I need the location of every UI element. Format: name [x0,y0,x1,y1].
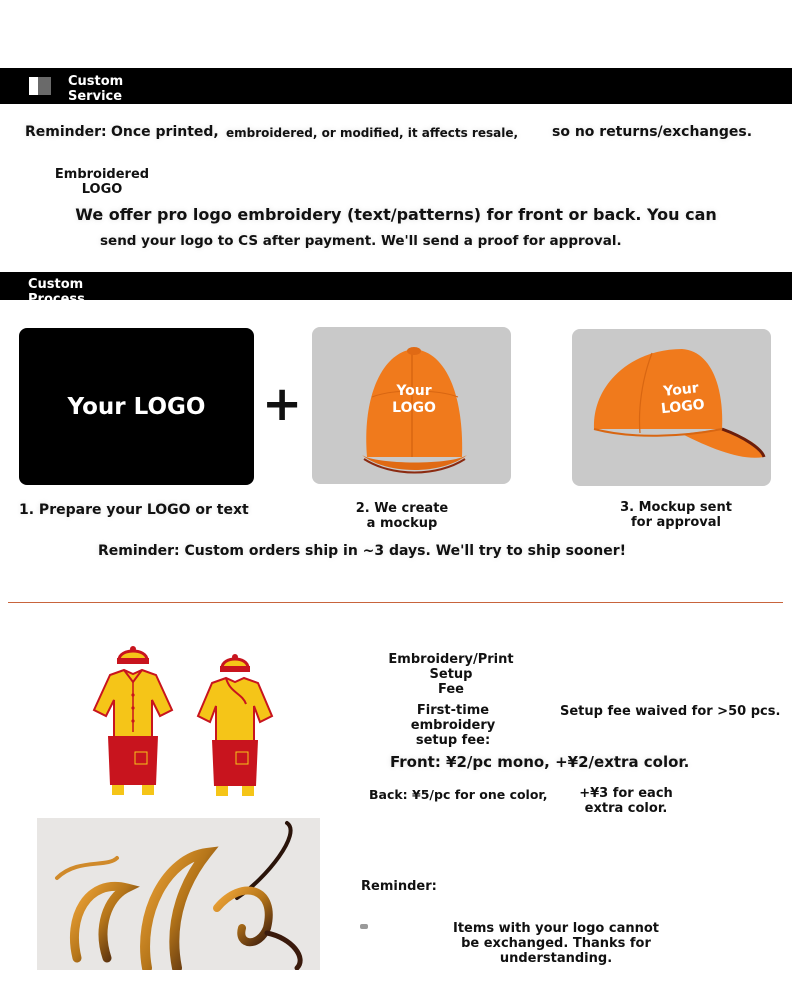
cap-mockup-side-image [572,329,771,486]
final-reminder-label: Reminder: [361,879,437,894]
step2-caption: 2. We create a mockup [355,501,449,531]
embroidered-logo-heading: Embroidered LOGO [54,167,150,197]
uniform-side-illustration [190,648,280,800]
first-time-fee-label: First-time embroidery setup fee: [410,703,496,748]
custom-process-header [0,272,792,307]
reminder-part3: so no returns/exchanges. [552,124,753,140]
bullet-icon [360,924,368,929]
step3-caption: 3. Mockup sent for approval [620,500,732,530]
fee-waived-note: Setup fee waived for >50 pcs. [560,704,781,719]
embroidery-closeup-image [37,818,320,970]
uniform-front-illustration [88,640,178,800]
reminder-part1: Once printed, [111,124,219,140]
reminder-part2: embroidered, or modified, it affects resale, [226,126,519,140]
custom-service-header [0,68,792,104]
embroidery-pattern [37,818,320,970]
document-icon [29,77,51,95]
reminder-prefix: Reminder: [25,124,107,140]
cap-side-logo-text: Your LOGO [660,380,706,418]
embroidery-description-line2: send your logo to CS after payment. We'll send a proof for approval. [100,233,622,249]
back-fee: Back: ¥5/pc for one color, [369,787,548,802]
step1-caption: 1. Prepare your LOGO or text [19,502,249,518]
your-logo-box [19,328,254,485]
front-fee: Front: ¥2/pc mono, +¥2/extra color. [390,753,690,771]
shipping-reminder: Reminder: Custom orders ship in ~3 days. We'll try to ship sooner! [98,543,626,559]
embroidery-description-line1: We offer pro logo embroidery (text/patterns) for front or back. You can [75,205,717,224]
exchange-policy-note: Items with your logo cannot be exchanged. Thanks for understanding. [452,921,660,966]
cap-front-logo-text: Your LOGO [392,383,436,416]
cap-mockup-front-image [312,327,511,484]
plus-icon: + [262,376,303,432]
section-divider [8,602,783,603]
extra-color-fee: +¥3 for each extra color. [579,786,673,816]
your-logo-text: Your LOGO [67,393,206,420]
custom-service-label: Custom Service [68,74,124,104]
custom-process-label: Custom Process [28,277,85,307]
setup-fee-title: Embroidery/Print Setup Fee [388,652,514,697]
